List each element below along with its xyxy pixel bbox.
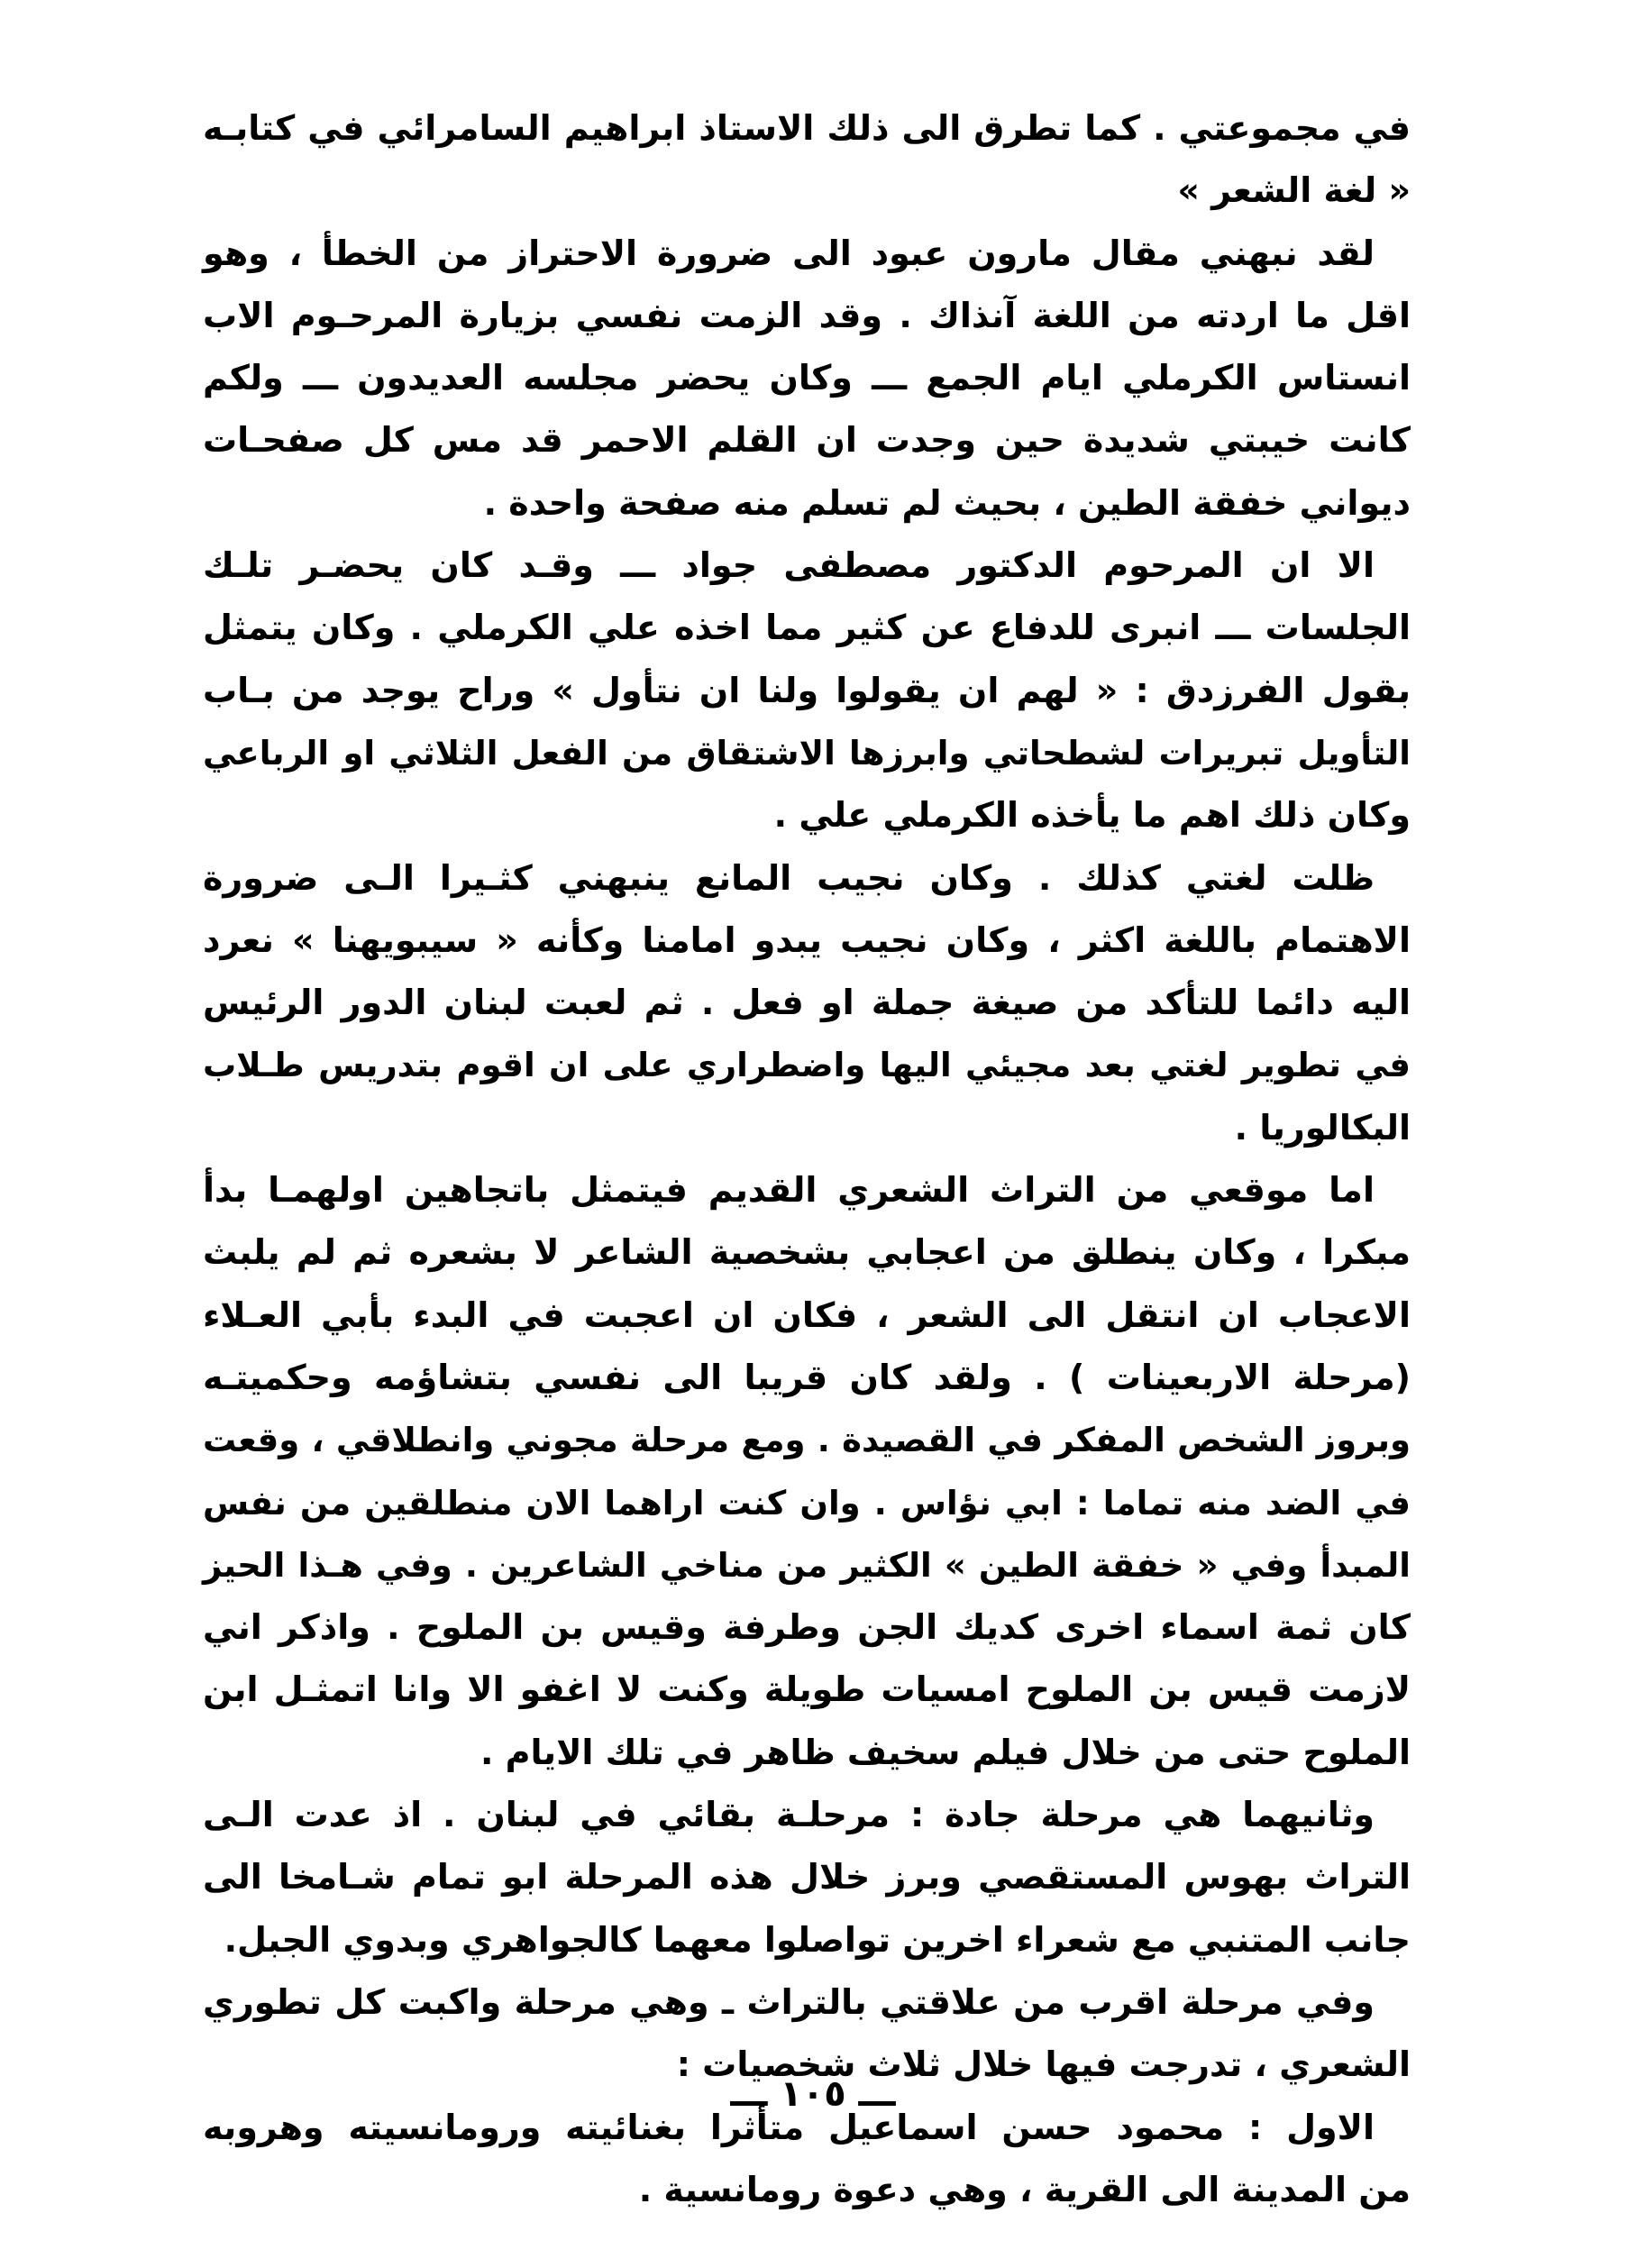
text-line: لقد نبهني مقال مارون عبود الى ضرورة الاحتراز من الخطأ ، وهو [203, 233, 1375, 273]
text-line: في مجموعتي . كما تطرق الى ذلك الاستاذ ابراهيم السامرائي في كتابـه [203, 108, 1411, 148]
text-line: انستاس الكرملي ايام الجمع ـــ وكان يحضر مجلسه العديدون ـــ ولكم [203, 358, 1411, 398]
text-line: البكالوريا . [1234, 1107, 1411, 1148]
page-number: ـــ ١٠٥ ـــ [730, 2073, 896, 2115]
text-line: وبروز الشخص المفكر في القصيدة . ومع مرحلة مجوني وانطلاقي ، وقعت [203, 1421, 1411, 1460]
text-line: مبكرا ، وكان ينطلق من اعجابي بشخصية الشاعر لا بشعره ثم لم يلبث [203, 1232, 1411, 1273]
text-line: كان ثمة اسماء اخرى كديك الجن وطرفة وقيس بن الملوح . واذكر اني [203, 1607, 1411, 1648]
text-line: (مرحلة الاربعينات ) . ولقد كان قريبا الى نفسي بتشاؤمه وحكميتـه [203, 1357, 1411, 1397]
text-line: الشعري ، تدرجت فيها خلال ثلاث شخصيات : [676, 2044, 1411, 2085]
text-line: الاعجاب ان انتقل الى الشعر ، فكان ان اعجبت في البدء بأبي العـلاء [203, 1294, 1411, 1335]
document-body [203, 97, 1411, 2221]
text-line: الاهتمام باللغة اكثر ، وكان نجيب يبدو امامنا وكأنه « سيبويهنا » نعرد [203, 919, 1411, 960]
text-line: الجلسات ـــ انبرى للدفاع عن كثير مما اخذه علي الكرملي . وكان يتمثل [203, 608, 1411, 648]
text-line: اما موقعي من التراث الشعري القديم فيتمثل باتجاهين اولهمـا بدأ [203, 1170, 1375, 1211]
text-line: في تطوير لغتي بعد مجيئي اليها واضطراري على ان اقوم بتدريس طـلاب [203, 1046, 1411, 1085]
text-line: الا ان المرحوم الدكتور مصطفى جواد ـــ وقـد كان يحضـر تلـك [203, 545, 1375, 586]
text-line: اقل ما اردته من اللغة آنذاك . وقد الزمت نفسي بزيارة المرحـوم الاب [203, 295, 1411, 335]
text-line: اليه دائما للتأكد من صيغة جملة او فعل . ثم لعبت لبنان الدور الرئيس [203, 983, 1411, 1023]
text-line: التراث بهوس المستقصي وبرز خلال هذه المرحلة ابو تمام شـامخا الى [203, 1857, 1411, 1898]
text-line: ديواني خفقة الطين ، بحيث لم تسلم منه صفحة واحدة . [483, 482, 1411, 523]
text-line: بقول الفرزدق : « لهم ان يقولوا ولنا ان نتأول » وراح يوجد من بـاب [203, 670, 1411, 710]
text-line: التأويل تبريرات لشطحاتي وابرزها الاشتقاق من الفعل الثلاثي او الرباعي [203, 733, 1411, 773]
text-line: في الضد منه تماما : ابي نؤاس . وان كنت اراهما الان منطلقين من نفس [203, 1483, 1411, 1523]
text-line: الملوح حتى من خلال فيلم سخيف ظاهر في تلك الايام . [480, 1732, 1411, 1772]
text-line: وكان ذلك اهم ما يأخذه الكرملي علي . [773, 795, 1411, 836]
text-line: الاول : محمود حسن اسماعيل متأثرا بغنائيته ورومانسيته وهروبه [203, 2107, 1375, 2147]
text-line: ظلت لغتي كذلك . وكان نجيب المانع ينبهني كثـيرا الـى ضرورة [203, 857, 1375, 898]
text-line: كانت خيبتي شديدة حين وجدت ان القلم الاحمر قد مس كل صفحـات [203, 420, 1411, 461]
text-line: وثانيهما هي مرحلة جادة : مرحلـة بقائي في لبنان . اذ عدت الـى [203, 1795, 1375, 1835]
text-line: المبدأ وفي « خفقة الطين » الكثير من مناخي الشاعرين . وفي هـذا الحيز [203, 1545, 1411, 1585]
text-line: « لغة الشعر » [1177, 170, 1411, 211]
text-line: من المدينة الى القرية ، وهي دعوة رومانسية . [638, 2169, 1411, 2209]
text-line: جانب المتنبي مع شعراء اخرين تواصلوا معهما كالجواهري وبدوي الجبل. [224, 1919, 1411, 1960]
text-line: لازمت قيس بن الملوح امسيات طويلة وكنت لا اغفو الا وانا اتمثـل ابن [203, 1669, 1411, 1710]
text-line: وفي مرحلة اقرب من علاقتي بالتراث ـ وهي مرحلة واكبت كل تطوري [203, 1981, 1375, 2022]
